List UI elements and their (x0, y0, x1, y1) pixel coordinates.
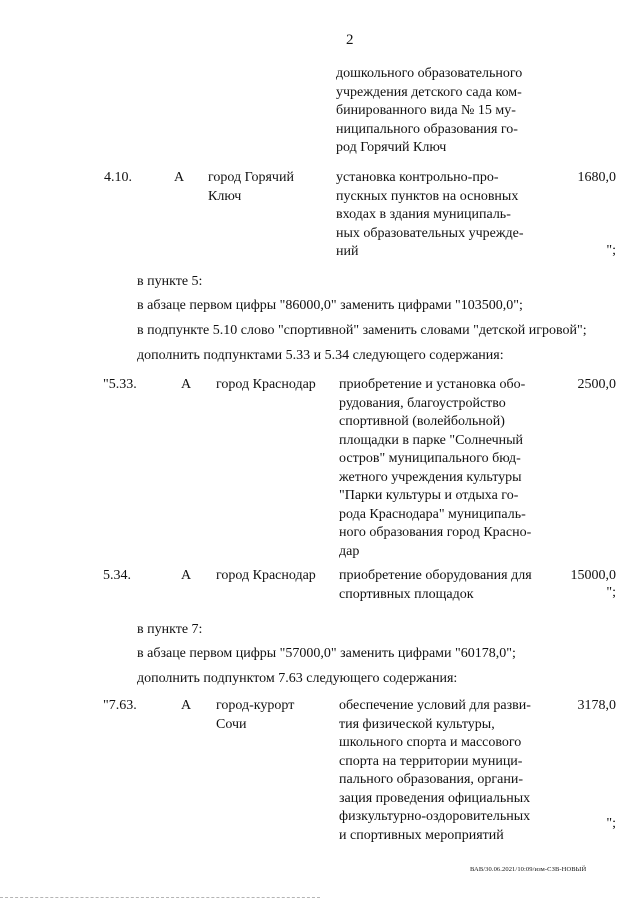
instruction-line: в пункте 5: (137, 274, 203, 289)
text-line: ниципального образования го- (336, 121, 518, 137)
row-number: 4.10. (104, 170, 132, 185)
row-number: 5.34. (103, 568, 131, 583)
text-line: пускных пунктов на основных (336, 188, 519, 204)
text-line: установка контрольно-про- (336, 170, 499, 185)
row-amount: 15000,0 (570, 568, 616, 583)
instruction-line: в абзаце первом цифры "86000,0" заменить цифрами "103500,0"; (137, 298, 523, 313)
text-line: приобретение оборудования для (339, 568, 532, 583)
text-line: пального образования, органи- (339, 772, 524, 787)
row-description (336, 169, 536, 262)
instruction-line: в пункте 7: (137, 622, 203, 637)
text-line: дар (339, 543, 360, 559)
text-line: приобретение и установка обо- (339, 377, 526, 392)
place-line: город Краснодар (216, 377, 316, 392)
text-line: площадки в парке "Солнечный (339, 432, 524, 448)
text-line: рудования, благоустройство (339, 395, 506, 411)
text-line: входах в здания муниципаль- (336, 207, 511, 222)
text-line: и спортивных мероприятий (339, 827, 504, 843)
footer-stamp: ВАВ/30.06.2021/10:09/изм-СЗВ-НОВЫЙ (470, 866, 587, 873)
text-line: ного образования город Красно- (339, 525, 532, 540)
row-description (339, 697, 546, 845)
text-line: школьного спорта и массового (339, 735, 522, 750)
text-line: ний (336, 244, 359, 259)
text-line: обеспечение условий для разви- (339, 698, 531, 713)
text-line: бинированного вида № 15 му- (336, 103, 516, 118)
row-number: "7.63. (103, 698, 137, 713)
place-line: Ключ (208, 188, 242, 204)
place-line: город-курорт (216, 698, 295, 713)
text-line: ных образовательных учрежде- (336, 225, 524, 241)
text-line: спортивных площадок (339, 586, 474, 602)
text-line: зация проведения официальных (339, 790, 531, 806)
place-line: Сочи (216, 716, 247, 732)
row-category: А (174, 170, 185, 185)
row-place (216, 697, 294, 734)
instruction-line: дополнить подпунктами 5.33 и 5.34 следующего содержания: (137, 348, 504, 363)
row-amount: 1680,0 (577, 170, 616, 185)
row-place (216, 567, 316, 586)
closing-quote: "; (606, 816, 616, 831)
text-line: жетного учреждения культуры (339, 469, 522, 485)
instruction-line: дополнить подпунктом 7.63 следующего содержания: (137, 671, 458, 686)
text-line: дошкольного образовательного (336, 66, 523, 81)
text-line: спорта на территории муници- (339, 753, 523, 769)
scan-artifact-line (0, 897, 320, 900)
row-amount: 3178,0 (577, 698, 616, 713)
row-category: А (181, 568, 192, 583)
page-number: 2 (346, 32, 354, 48)
row-category: А (181, 377, 192, 392)
text-line: учреждения детского сада ком- (336, 84, 522, 100)
row-description (339, 567, 546, 604)
closing-quote: "; (606, 585, 616, 600)
text-line: физкультурно-оздоровительных (339, 809, 531, 824)
instruction-line: в абзаце первом цифры "57000,0" заменить цифрами "60178,0"; (137, 646, 516, 661)
place-line: город Горячий (208, 170, 294, 185)
text-line: остров" муниципального бюд- (339, 451, 521, 466)
instruction-line: в подпункте 5.10 слово "спортивной" заменить словами "детской игровой"; (137, 323, 587, 338)
text-line: род Горячий Ключ (336, 140, 447, 155)
continuation-text (336, 65, 536, 158)
row-description (339, 376, 546, 561)
text-line: "Парки культуры и отдыха го- (339, 488, 519, 503)
row-amount: 2500,0 (577, 377, 616, 392)
row-category: А (181, 698, 192, 713)
text-line: спортивной (волейбольной) (339, 414, 505, 429)
text-line: тия физической культуры, (339, 716, 495, 732)
row-number: "5.33. (103, 377, 137, 392)
place-line: город Краснодар (216, 568, 316, 583)
closing-quote: "; (606, 243, 616, 258)
text-line: рода Краснодара" муниципаль- (339, 506, 526, 522)
row-place (208, 169, 294, 206)
row-place (216, 376, 316, 395)
